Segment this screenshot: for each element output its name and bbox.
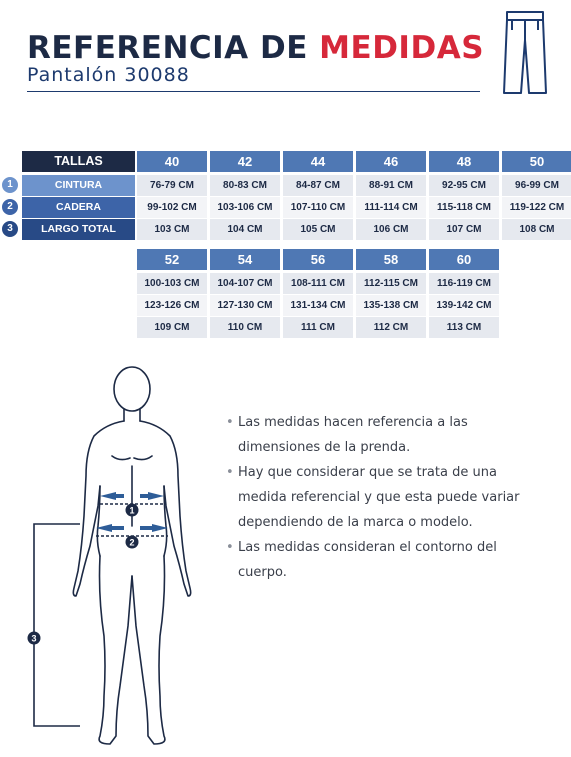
table-cell: 116-119 CM [429,273,499,294]
size-header: 50 [502,151,571,172]
table-cell: 107 CM [429,219,499,240]
table-cell: 112 CM [356,317,426,338]
pants-icon [500,10,550,96]
table-cell: 119-122 CM [502,197,571,218]
notes-list [226,410,546,585]
table-cell: 112-115 CM [356,273,426,294]
table-cell: 108-111 CM [283,273,353,294]
table-cell: 123-126 CM [137,295,207,316]
svg-text:1: 1 [129,505,135,516]
table-cell: 92-95 CM [429,175,499,196]
title-part-1: REFERENCIA DE [27,30,308,66]
row-number-badge: 2 [1,198,19,216]
row-number-badge: 3 [1,220,19,238]
table-cell: 76-79 CM [137,175,207,196]
body-figure-icon [20,366,220,751]
list-item [226,535,546,585]
table-cell: 80-83 CM [210,175,280,196]
page-subtitle: Pantalón 30088 [27,64,190,86]
table-cell: 104-107 CM [210,273,280,294]
table-cell: 107-110 CM [283,197,353,218]
bullet-icon: • [226,540,234,555]
table-cell: 88-91 CM [356,175,426,196]
bullet-icon: • [226,465,234,480]
table-cell: 127-130 CM [210,295,280,316]
table-cell: 100-103 CM [137,273,207,294]
table-cell: 106 CM [356,219,426,240]
row-number-badge: 1 [1,176,19,194]
table-cell: 103 CM [137,219,207,240]
note-text: Las medidas hacen referencia a las dimensiones de la prenda. [238,415,468,455]
row-label: LARGO TOTAL [22,219,135,240]
table-cell: 135-138 CM [356,295,426,316]
size-header: 54 [210,249,280,270]
table-cell: 99-102 CM [137,197,207,218]
tallas-header: TALLAS [22,151,135,172]
size-header: 58 [356,249,426,270]
size-header: 48 [429,151,499,172]
table-cell: 96-99 CM [502,175,571,196]
bullet-icon: • [226,415,234,430]
row-label: CINTURA [22,175,135,196]
size-header: 44 [283,151,353,172]
table-cell: 110 CM [210,317,280,338]
page-title [27,30,484,66]
table-cell: 139-142 CM [429,295,499,316]
size-header: 52 [137,249,207,270]
svg-text:3: 3 [31,633,37,644]
svg-text:2: 2 [129,537,135,548]
table-cell: 111-114 CM [356,197,426,218]
table-cell: 108 CM [502,219,571,240]
table-cell: 113 CM [429,317,499,338]
table-cell: 84-87 CM [283,175,353,196]
table-cell: 103-106 CM [210,197,280,218]
table-cell: 105 CM [283,219,353,240]
title-divider [27,91,480,92]
table-cell: 115-118 CM [429,197,499,218]
table-cell: 111 CM [283,317,353,338]
table-cell: 109 CM [137,317,207,338]
size-header: 56 [283,249,353,270]
list-item [226,410,546,460]
size-header: 46 [356,151,426,172]
table-cell: 131-134 CM [283,295,353,316]
note-text: Las medidas consideran el contorno del cuerpo. [238,540,497,580]
size-header: 60 [429,249,499,270]
size-header: 42 [210,151,280,172]
list-item [226,460,546,535]
table-cell: 104 CM [210,219,280,240]
note-text: Hay que considerar que se trata de una medida referencial y que esta puede variar dependiendo de la marca o modelo. [238,465,520,530]
size-header: 40 [137,151,207,172]
title-part-2: MEDIDAS [319,30,485,66]
row-label: CADERA [22,197,135,218]
